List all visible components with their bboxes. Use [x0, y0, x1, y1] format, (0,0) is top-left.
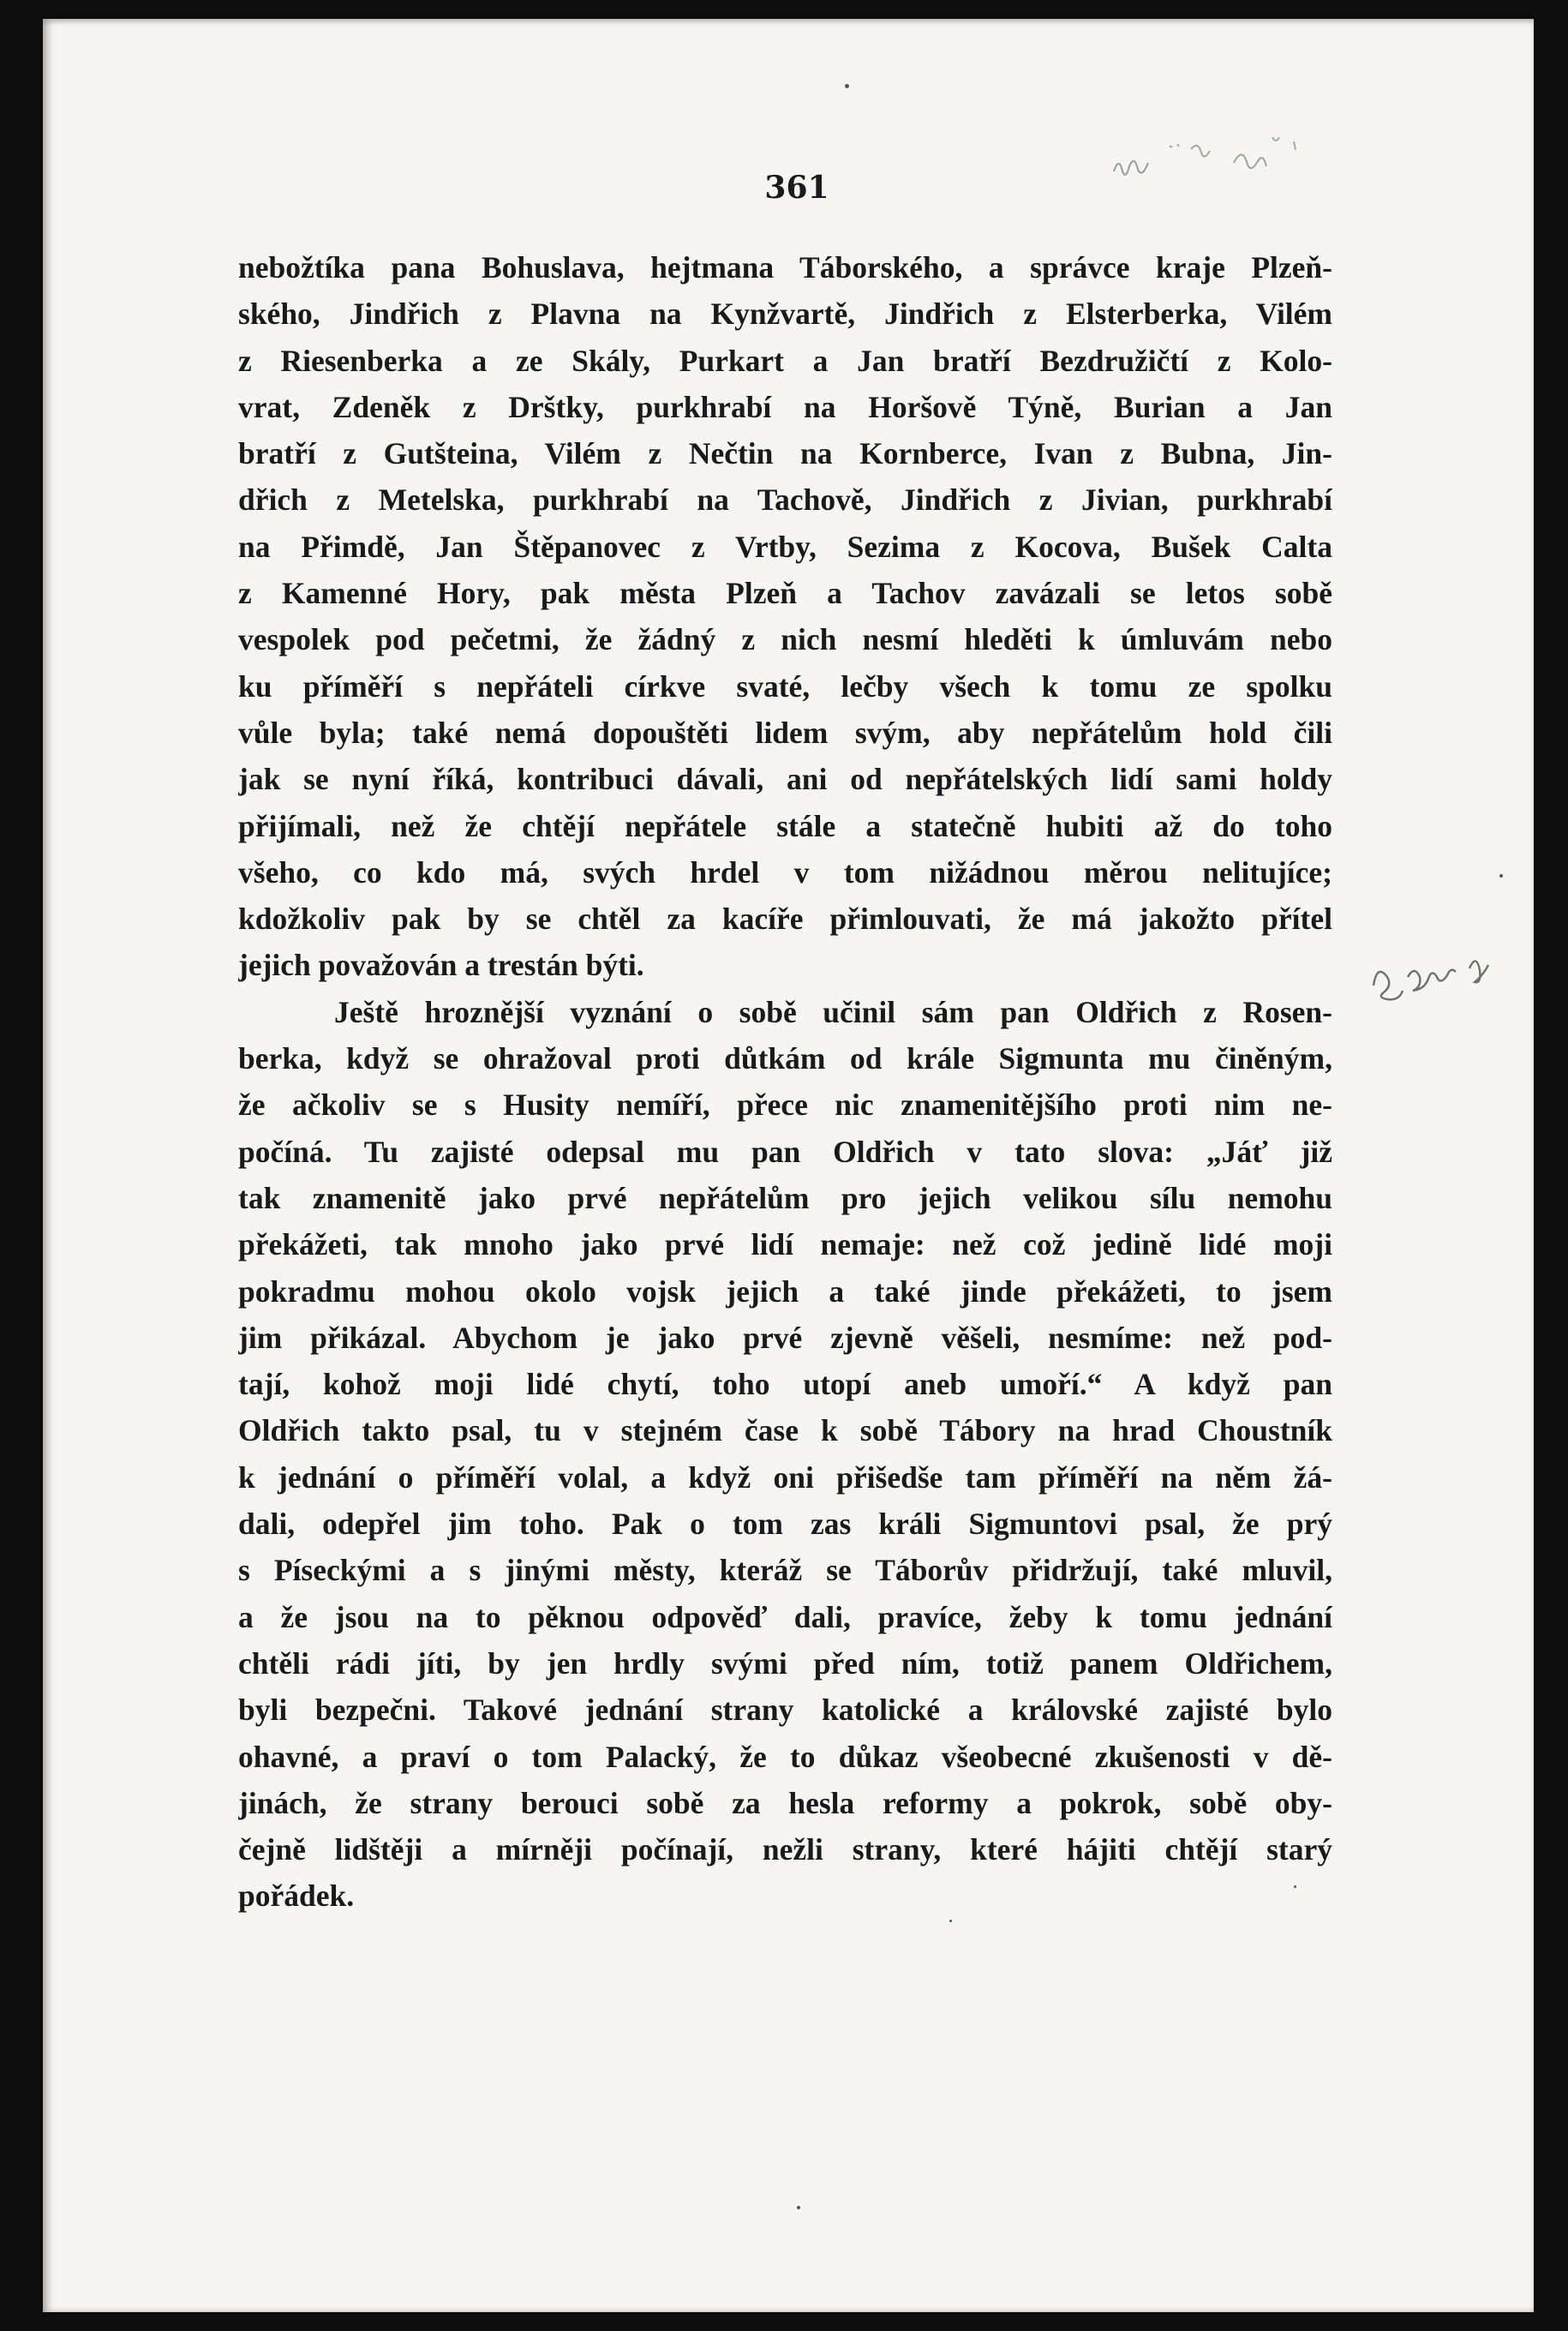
body-text: [238, 244, 1332, 1920]
text-line: nebožtíka pana Bohuslava, hejtmana Táborského, a správce kraje Plzeň-: [238, 250, 1332, 285]
text-line: k jednání o příměří volal, a když oni přišedše tam příměří na něm žá-: [238, 1459, 1332, 1495]
text-line: vůle byla; také nemá dopouštěti lidem svým, aby nepřátelům hold čili: [238, 715, 1332, 750]
text-line: přijímali, než že chtějí nepřátele stále a statečně hubiti až do toho: [238, 808, 1332, 843]
text-line: čejně lidštěji a mírněji počínají, nežli strany, které hájiti chtějí starý: [238, 1832, 1332, 1867]
scan-speck: [845, 84, 849, 88]
scan-speck: [797, 2206, 800, 2209]
text-line: z Kamenné Hory, pak města Plzeň a Tachov zavázali se letos sobě: [238, 576, 1332, 611]
text-line: bratří z Gutšteina, Vilém z Nečtin na Kornberce, Ivan z Bubna, Jin-: [238, 436, 1332, 471]
text-line: překážeti, tak mnoho jako prvé lidí nemaje: než což jedině lidé moji: [238, 1227, 1332, 1262]
pencil-scribble-top: [1088, 111, 1345, 206]
text-line: tak znamenitě jako prvé nepřátelům pro jejich velikou sílu nemohu: [238, 1180, 1332, 1215]
text-line: vespolek pod pečetmi, že žádný z nich nesmí hleděti k úmluvám nebo: [238, 622, 1332, 657]
text-line: byli bezpečni. Takové jednání strany katolické a královské zajisté bylo: [238, 1693, 1332, 1728]
text-line: Oldřich takto psal, tu v stejném čase k sobě Tábory na hrad Choustník: [238, 1413, 1332, 1448]
scan-border-top: [0, 0, 1568, 19]
text-line: dřich z Metelska, purkhrabí na Tachově, Jindřich z Jivian, purkhrabí: [238, 482, 1332, 518]
text-line: chtěli rádi jíti, by jen hrdly svými před ním, totiž panem Oldřichem,: [238, 1645, 1332, 1681]
text-line: ohavné, a praví o tom Palacký, že to důkaz všeobecné zkušenosti v dě-: [238, 1739, 1332, 1774]
text-line: že ačkoliv se s Husity nemíří, přece nic znamenitějšího proti nim ne-: [238, 1088, 1332, 1123]
text-line: berka, když se ohražoval proti důtkám od krále Sigmunta mu činěným,: [238, 1041, 1332, 1076]
text-line: pořádek.: [238, 1879, 355, 1914]
text-line: jim přikázal. Abychom je jako prvé zjevně věšeli, nesmíme: než pod-: [238, 1320, 1332, 1355]
text-line: ského, Jindřich z Plavna na Kynžvartě, Jindřich z Elsterberka, Vilém: [238, 297, 1332, 332]
paragraph-2: [238, 989, 1332, 1920]
scan-speck: [1499, 874, 1503, 878]
text-line: počíná. Tu zajisté odepsal mu pan Oldřich v tato slova: „Jáť již: [238, 1134, 1332, 1169]
text-line: pokradmu mohou okolo vojsk jejich a také jinde překážeti, to jsem: [238, 1273, 1332, 1309]
text-line: z Riesenberka a ze Skály, Purkart a Jan bratří Bezdružičtí z Kolo-: [238, 343, 1332, 378]
pencil-scribble-margin: [1367, 943, 1521, 1020]
text-line: dali, odepřel jim toho. Pak o tom zas králi Sigmuntovi psal, že prý: [238, 1507, 1332, 1542]
text-line: s Píseckými a s jinými městy, kteráž se Táborův přidržují, také mluvil,: [238, 1553, 1332, 1588]
paragraph-1: [238, 244, 1332, 989]
text-line: jak se nyní říká, kontribuci dávali, ani od nepřátelských lidí sami holdy: [238, 762, 1332, 797]
text-line: ku příměří s nepřáteli církve svaté, lečby všech k tomu ze spolku: [238, 668, 1332, 704]
text-line: a že jsou na to pěknou odpověď dali, pravíce, žeby k tomu jednání: [238, 1599, 1332, 1634]
text-line: jinách, že strany berouci sobě za hesla reformy a pokrok, sobě oby-: [238, 1785, 1332, 1820]
text-line: kdožkoliv pak by se chtěl za kacíře přimlouvati, že má jakožto přítel: [238, 902, 1332, 937]
text-line: vrat, Zdeněk z Drštky, purkhrabí na Horšově Týně, Burian a Jan: [238, 389, 1332, 424]
scan-speck: [949, 1920, 952, 1922]
text-line: na Přimdě, Jan Štěpanovec z Vrtby, Sezima z Kocova, Bušek Calta: [238, 529, 1332, 564]
text-line: všeho, co kdo má, svých hrdel v tom nižádnou měrou nelitujíce;: [238, 854, 1332, 890]
page-number: 361: [764, 170, 829, 206]
text-line: Ještě hroznější vyznání o sobě učinil sám pan Oldřich z Rosen-: [334, 994, 1332, 1029]
text-line: tají, kohož moji lidé chytí, toho utopí aneb umoří.“ A když pan: [238, 1367, 1332, 1402]
text-line: jejich považován a trestán býti.: [238, 948, 644, 983]
